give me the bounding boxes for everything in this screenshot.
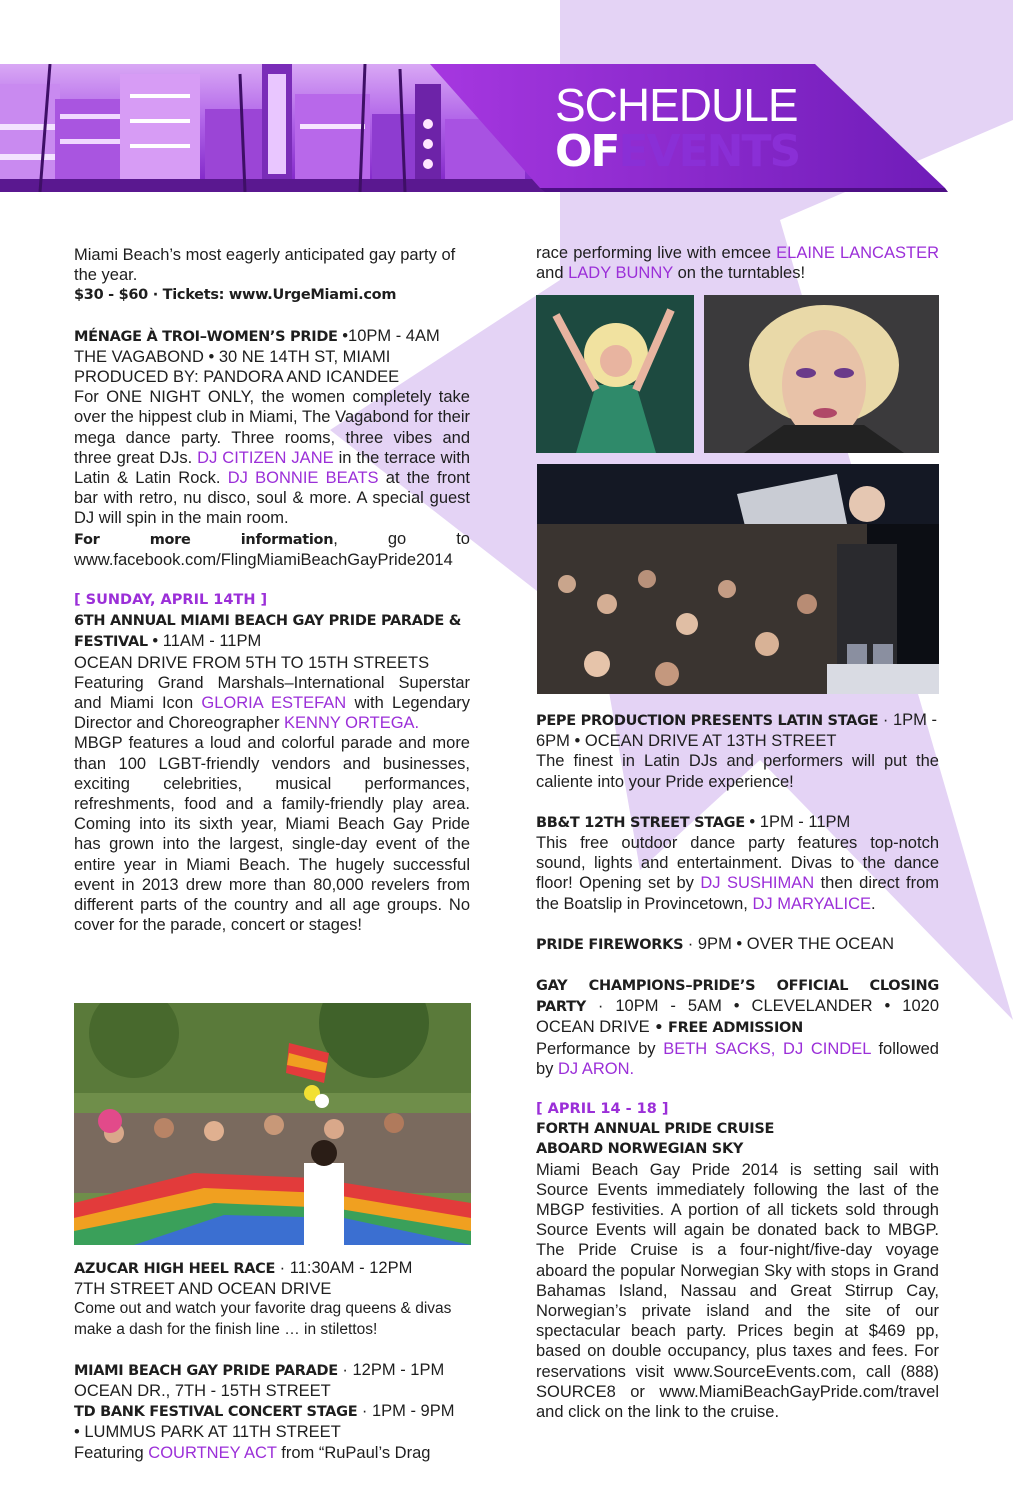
header-banner [0,64,1013,192]
tdbank-description: Featuring COURTNEY ACT from “RuPaul’s Drag [74,1443,431,1462]
title-of-events [555,126,800,177]
menage-producer: PRODUCED BY: PANDORA AND ICANDEE [74,368,400,387]
left-column-bottom [74,1258,470,1463]
gloria-estefan: GLORIA ESTEFAN [201,694,347,713]
azucar-event: AZUCAR HIGH HEEL RACE · 11:30AM - 12PM 7TH STREET AND OCEAN DRIVE Come out and watch your favorite drag queens & divas make a dash for the finish line … in stilettos! [74,1258,470,1340]
azucar-location: 7TH STREET AND OCEAN DRIVE [74,1280,332,1299]
azucar-description: Come out and watch your favorite drag queens & divas make a dash for the finish line … in stilettos! [74,1300,452,1338]
continued-text: race performing live with emcee ELAINE LANCASTER and LADY BUNNY on the turntables! [536,244,939,283]
right-column-bottom [536,710,939,1422]
closing-performers: Performance by BETH SACKS, DJ CINDEL followed by DJ ARON. [536,1039,939,1078]
title-events: EVENTS [618,126,800,177]
pepe-title: PEPE PRODUCTION PRESENTS LATIN STAGE [536,713,879,729]
dj-aron: DJ ARON. [558,1059,635,1078]
lady-bunny-photo [536,295,694,453]
parade-photo [74,1003,471,1245]
free-admission: • FREE ADMISSION [654,1020,803,1037]
cruise-date: [ APRIL 14 - 18 ] [536,1101,669,1118]
menage-description: For ONE NIGHT ONLY, the women completely take over the hippest club in Miami, The Vagabond for their mega dance party. Three rooms, three vibes and three great DJs. DJ CITIZEN JANE in the terrace with Latin & Latin Rock. DJ BONNIE BEATS at the front bar with retro, nu disco, soul & more. A special guest DJ will spin in the main room. [74,388,471,528]
title-schedule: SCHEDULE [555,79,798,131]
closing-party-event: GAY CHAMPIONS–PRIDE’S OFFICIAL CLOSING PARTY · 10PM - 5AM • CLEVELANDER • 1020 OCEAN DRIVE • FREE ADMISSION Performance by BETH SACKS, DJ CINDEL followed by DJ ARON. [536,978,939,1078]
menage-time: •10PM - 4AM [337,326,440,345]
tdbank-title: TD BANK FESTIVAL CONCERT STAGE [74,1404,358,1421]
azucar-title: AZUCAR HIGH HEEL RACE [74,1261,276,1277]
parade-location: OCEAN DRIVE FROM 5TH TO 15TH STREETS [74,653,430,672]
menage-venue: THE VAGABOND • 30 NE 14TH ST, MIAMI [74,347,391,366]
dj-bonnie-beats: DJ BONNIE BEATS [227,469,379,488]
cruise-description: Miami Beach Gay Pride 2014 is setting sail with Source Events immediately following the last of the MBGP festivities. A portion of all tickets sold through Source Events will again be donated back to MBGP. The Pride Cruise is a four-night/five-day voyage aboard the popular Norwegian Sky with stops in Grand Bahamas Island, Nassau and Great Stirrup Cay, Norwegian’s private island and the site of our spectacular beach party. Prices begin at $469 pp, based on double occupancy, plus taxes and fees. For reservations visit www.SourceEvents.com, call (888) SOURCE8 or www.MiamiBeachGayPride.com/travel and click on the link to the cruise. [536,1160,939,1422]
dj-maryalice: DJ MARYALICE [752,894,872,913]
menage-event [74,326,470,570]
kenny-ortega: KENNY ORTEGA. [284,714,420,733]
parade-event: MIAMI BEACH GAY PRIDE PARADE · 12PM - 1PM OCEAN DR., 7TH - 15TH STREET [74,1360,470,1401]
parade-title: MIAMI BEACH GAY PRIDE PARADE [74,1362,338,1379]
mbgp-description: MBGP features a loud and colorful parade and more than 100 LGBT-friendly vendors and businesses, exciting celebrities, musical performances, refreshments, food and a family-friendly play area. Coming into its sixth year, Miami Beach Gay Pride has grown into the largest, single-day event of the entire year in Miami Beach. The hugely successful event in 2013 drew more than 80,000 revelers from different parts of the country and all age groups. No cover for the parade, concert or stages! [74,734,470,935]
fireworks-event: PRIDE FIREWORKS · 9PM • OVER THE OCEAN [536,934,895,953]
bbt-event: BB&T 12TH STREET STAGE • 1PM - 11PM This free outdoor dance party features top-notch sound, lights and entertainment. Divas to the dance floor! Opening set by DJ SUSHIMAN then direct from the Boatslip in Provincetown, DJ MARYALICE. [536,812,939,913]
sunday-date: [ SUNDAY, APRIL 14TH ] [74,592,268,609]
parade-route: OCEAN DR., 7TH - 15TH STREET [74,1382,331,1401]
intro-block [74,245,470,306]
tdbank-event: TD BANK FESTIVAL CONCERT STAGE · 1PM - 9PM • LUMMUS PARK AT 11TH STREET Featuring COURTNEY ACT from “RuPaul’s Drag [74,1401,470,1463]
title-of: OF [555,126,619,177]
latin-stage-crowd-photo [537,464,939,694]
pepe-event: PEPE PRODUCTION PRESENTS LATIN STAGE · 1PM - 6PM • OCEAN DRIVE AT 13TH STREET The finest in Latin DJs and performers will put the caliente into your Pride experience! [536,711,939,791]
intro-text: Miami Beach’s most eagerly anticipated gay party of the year. [74,246,456,285]
elaine-lancaster: ELAINE LANCASTER [776,244,939,262]
tdbank-location: • LUMMUS PARK AT 11TH STREET [74,1423,341,1442]
beth-sacks-dj-cindel: BETH SACKS, DJ CINDEL [663,1039,871,1058]
bbt-title: BB&T 12TH STREET STAGE [536,814,745,831]
fireworks-title: PRIDE FIREWORKS [536,936,684,953]
grand-marshals-text: Featuring Grand Marshals–International Superstar and Miami Icon GLORIA ESTEFAN with Legendary Director and Choreographer KENNY ORTEGA. [74,673,470,733]
bbt-description: This free outdoor dance party features top-notch sound, lights and entertainment. Divas to the dance floor! Opening set by DJ SUSHIMAN then direct from the Boatslip in Provincetown, DJ MARYALICE. [536,834,939,913]
menage-title: MÉNAGE À TROI–WOMEN’S PRIDE [74,328,338,345]
dj-citizen-jane: DJ CITIZEN JANE [197,448,334,467]
pepe-description: The finest in Latin DJs and performers will put the caliente into your Pride experience! [536,752,939,791]
menage-more-info: For more information, go to www.facebook.com/FlingMiamiBeachGayPride2014 [74,529,470,569]
parade-festival-title: 6TH ANNUAL MIAMI BEACH GAY PRIDE PARADE & FESTIVAL [74,613,462,651]
lady-bunny: LADY BUNNY [568,264,673,283]
cruise-title-1: FORTH ANNUAL PRIDE CRUISE [536,1121,775,1138]
courtney-act: COURTNEY ACT [148,1443,277,1462]
left-column [74,245,470,936]
dj-sushiman: DJ SUSHIMAN [700,874,815,893]
sunday-event: [ SUNDAY, APRIL 14TH ] 6TH ANNUAL MIAMI BEACH GAY PRIDE PARADE & FESTIVAL • 11AM - 11PM OCEAN DRIVE FROM 5TH TO 15TH STREETS Featuring Grand Marshals–International Superstar and Miami Icon GLORIA ESTEFAN with Legendary Director and Choreographer KENNY ORTEGA. MBGP features a loud and colorful parade and more than 100 LGBT-friendly vendors and businesses, exciting celebrities, musical performances, refreshments, food and a family-friendly play area. Coming into its sixth year, Miami Beach Gay Pride has grown into the largest, single-day event of the entire year in Miami Beach. The hugely successful event in 2013 drew more than 80,000 revelers from different parts of the country and all age groups. No cover for the parade, concert or stages! [74,592,470,935]
cruise-title-2: ABOARD NORWEGIAN SKY [536,1141,744,1158]
right-column-top [536,243,939,283]
intro-tickets: $30 - $60 · Tickets: www.UrgeMiami.com [74,287,397,304]
closing-party-title: GAY CHAMPIONS–PRIDE’S OFFICIAL CLOSING PARTY [536,978,939,1016]
page-title [555,79,800,177]
cruise-event [536,1099,939,1422]
courtney-act-photo [704,295,939,453]
